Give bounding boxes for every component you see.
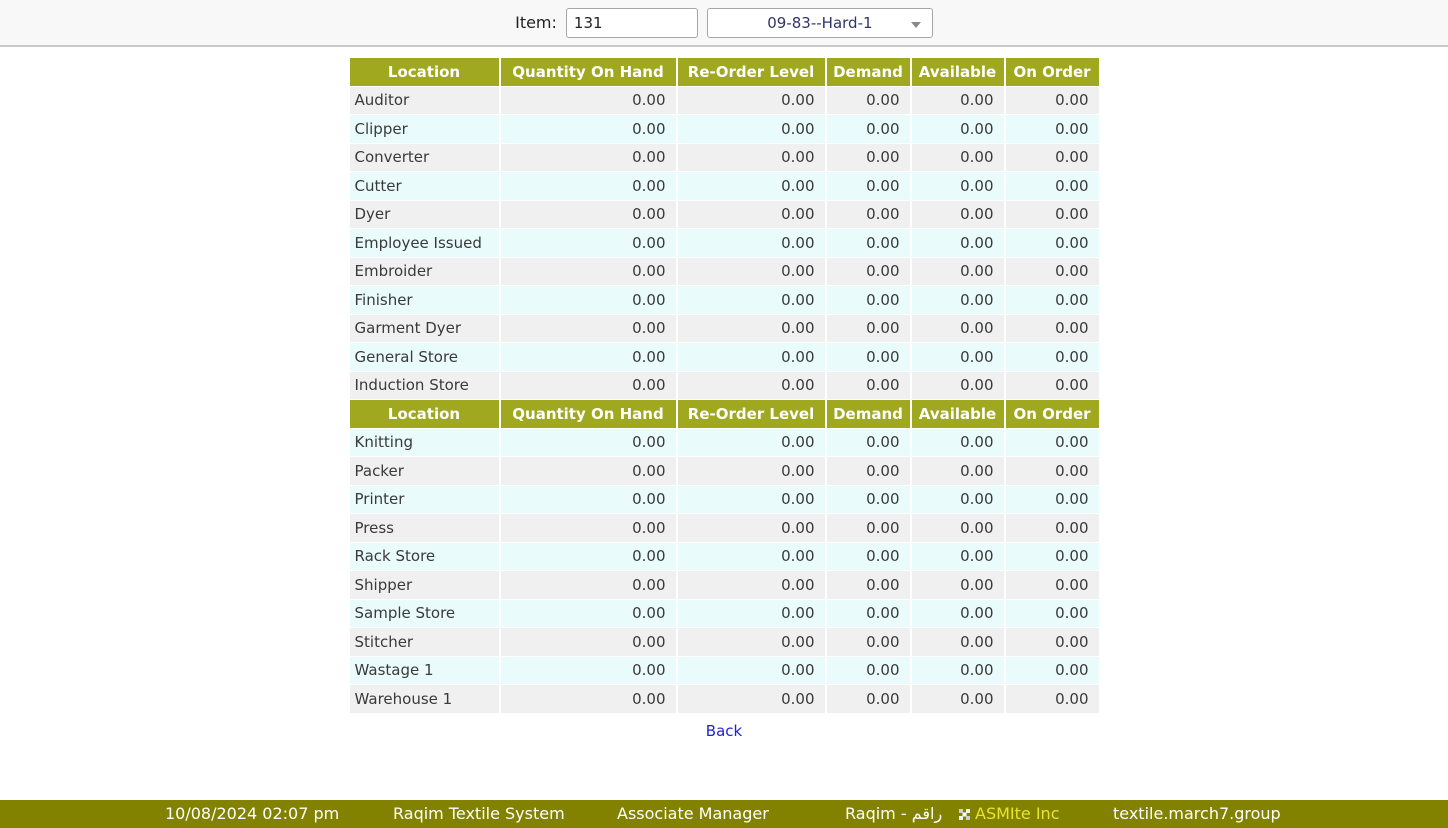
table-row	[350, 600, 1099, 628]
item-input[interactable]	[566, 8, 698, 38]
value-cell: 0.00	[501, 457, 676, 485]
value-cell: 0.00	[678, 429, 825, 457]
column-header-re-order-level: Re-Order Level	[678, 58, 825, 86]
table-row	[350, 543, 1099, 571]
location-cell: Wastage 1	[350, 657, 499, 685]
value-cell: 0.00	[1006, 372, 1099, 400]
table-header-row	[350, 400, 1099, 428]
table-row	[350, 115, 1099, 143]
table-row	[350, 172, 1099, 200]
status-bar	[0, 800, 1448, 828]
table-row	[350, 628, 1099, 656]
value-cell: 0.00	[912, 372, 1004, 400]
value-cell: 0.00	[827, 315, 910, 343]
value-cell: 0.00	[827, 571, 910, 599]
value-cell: 0.00	[912, 457, 1004, 485]
value-cell: 0.00	[827, 543, 910, 571]
column-header-re-order-level: Re-Order Level	[678, 400, 825, 428]
value-cell: 0.00	[678, 201, 825, 229]
table-row	[350, 144, 1099, 172]
location-cell: General Store	[350, 343, 499, 371]
table-row	[350, 286, 1099, 314]
table-row	[350, 514, 1099, 542]
value-cell: 0.00	[827, 258, 910, 286]
value-cell: 0.00	[1006, 286, 1099, 314]
column-header-on-order: On Order	[1006, 400, 1099, 428]
value-cell: 0.00	[912, 201, 1004, 229]
value-cell: 0.00	[827, 372, 910, 400]
item-variant-selected-value: 09-83--Hard-1	[767, 13, 873, 32]
value-cell: 0.00	[912, 115, 1004, 143]
location-cell: Stitcher	[350, 628, 499, 656]
value-cell: 0.00	[1006, 258, 1099, 286]
value-cell: 0.00	[678, 115, 825, 143]
value-cell: 0.00	[912, 628, 1004, 656]
location-cell: Induction Store	[350, 372, 499, 400]
table-row	[350, 657, 1099, 685]
value-cell: 0.00	[678, 229, 825, 257]
value-cell: 0.00	[501, 115, 676, 143]
column-header-demand: Demand	[827, 58, 910, 86]
value-cell: 0.00	[501, 600, 676, 628]
location-cell: Printer	[350, 486, 499, 514]
value-cell: 0.00	[827, 600, 910, 628]
value-cell: 0.00	[912, 343, 1004, 371]
value-cell: 0.00	[1006, 571, 1099, 599]
value-cell: 0.00	[827, 286, 910, 314]
value-cell: 0.00	[678, 628, 825, 656]
table-row	[350, 372, 1099, 400]
table-row	[350, 258, 1099, 286]
vendor-logo-icon	[959, 809, 970, 820]
location-cell: Embroider	[350, 258, 499, 286]
value-cell: 0.00	[912, 315, 1004, 343]
value-cell: 0.00	[501, 543, 676, 571]
location-cell: Knitting	[350, 429, 499, 457]
value-cell: 0.00	[501, 628, 676, 656]
value-cell: 0.00	[501, 87, 676, 115]
column-header-location: Location	[350, 400, 499, 428]
value-cell: 0.00	[912, 600, 1004, 628]
location-cell: Employee Issued	[350, 229, 499, 257]
status-user-role: Associate Manager	[617, 804, 769, 823]
location-cell: Garment Dyer	[350, 315, 499, 343]
column-header-quantity-on-hand: Quantity On Hand	[501, 400, 676, 428]
status-site-domain: textile.march7.group	[1113, 804, 1281, 823]
value-cell: 0.00	[501, 657, 676, 685]
value-cell: 0.00	[912, 286, 1004, 314]
value-cell: 0.00	[501, 144, 676, 172]
value-cell: 0.00	[501, 372, 676, 400]
value-cell: 0.00	[678, 372, 825, 400]
table-row	[350, 571, 1099, 599]
value-cell: 0.00	[678, 571, 825, 599]
value-cell: 0.00	[678, 486, 825, 514]
value-cell: 0.00	[1006, 201, 1099, 229]
table-row	[350, 457, 1099, 485]
value-cell: 0.00	[501, 315, 676, 343]
column-header-quantity-on-hand: Quantity On Hand	[501, 58, 676, 86]
value-cell: 0.00	[501, 258, 676, 286]
item-label: Item:	[515, 13, 557, 32]
value-cell: 0.00	[912, 514, 1004, 542]
value-cell: 0.00	[827, 201, 910, 229]
location-cell: Dyer	[350, 201, 499, 229]
table-row	[350, 343, 1099, 371]
status-system-name: Raqim Textile System	[393, 804, 565, 823]
location-cell: Shipper	[350, 571, 499, 599]
value-cell: 0.00	[678, 514, 825, 542]
vendor-link[interactable]: ASMIte Inc	[975, 804, 1060, 823]
value-cell: 0.00	[1006, 229, 1099, 257]
value-cell: 0.00	[1006, 628, 1099, 656]
value-cell: 0.00	[678, 343, 825, 371]
value-cell: 0.00	[1006, 172, 1099, 200]
value-cell: 0.00	[827, 343, 910, 371]
value-cell: 0.00	[501, 514, 676, 542]
chevron-down-icon	[911, 22, 921, 28]
location-cell: Warehouse 1	[350, 685, 499, 713]
value-cell: 0.00	[678, 457, 825, 485]
value-cell: 0.00	[501, 486, 676, 514]
table-row	[350, 486, 1099, 514]
value-cell: 0.00	[827, 514, 910, 542]
back-link[interactable]: Back	[705, 721, 743, 740]
location-cell: Rack Store	[350, 543, 499, 571]
value-cell: 0.00	[501, 172, 676, 200]
column-header-location: Location	[350, 58, 499, 86]
table-row	[350, 229, 1099, 257]
value-cell: 0.00	[827, 172, 910, 200]
location-cell: Finisher	[350, 286, 499, 314]
value-cell: 0.00	[912, 571, 1004, 599]
value-cell: 0.00	[827, 628, 910, 656]
value-cell: 0.00	[827, 457, 910, 485]
inventory-table	[348, 57, 1101, 714]
value-cell: 0.00	[827, 429, 910, 457]
table-header-row	[350, 58, 1099, 86]
value-cell: 0.00	[501, 229, 676, 257]
value-cell: 0.00	[501, 685, 676, 713]
value-cell: 0.00	[1006, 429, 1099, 457]
value-cell: 0.00	[912, 486, 1004, 514]
location-cell: Converter	[350, 144, 499, 172]
value-cell: 0.00	[1006, 543, 1099, 571]
value-cell: 0.00	[501, 286, 676, 314]
value-cell: 0.00	[912, 258, 1004, 286]
item-variant-select[interactable]	[707, 8, 933, 38]
table-row	[350, 685, 1099, 713]
status-datetime: 10/08/2024 02:07 pm	[165, 804, 340, 823]
value-cell: 0.00	[678, 87, 825, 115]
value-cell: 0.00	[827, 657, 910, 685]
location-cell: Press	[350, 514, 499, 542]
table-row	[350, 87, 1099, 115]
value-cell: 0.00	[501, 571, 676, 599]
value-cell: 0.00	[501, 201, 676, 229]
value-cell: 0.00	[912, 429, 1004, 457]
value-cell: 0.00	[912, 543, 1004, 571]
value-cell: 0.00	[678, 172, 825, 200]
column-header-available: Available	[912, 400, 1004, 428]
value-cell: 0.00	[678, 258, 825, 286]
value-cell: 0.00	[678, 144, 825, 172]
column-header-on-order: On Order	[1006, 58, 1099, 86]
value-cell: 0.00	[1006, 457, 1099, 485]
value-cell: 0.00	[678, 600, 825, 628]
column-header-available: Available	[912, 58, 1004, 86]
value-cell: 0.00	[1006, 600, 1099, 628]
back-link-row	[348, 721, 1101, 740]
value-cell: 0.00	[501, 429, 676, 457]
column-header-demand: Demand	[827, 400, 910, 428]
value-cell: 0.00	[1006, 315, 1099, 343]
value-cell: 0.00	[1006, 343, 1099, 371]
status-company-name: Raqim - راقم	[845, 804, 943, 823]
value-cell: 0.00	[678, 315, 825, 343]
value-cell: 0.00	[678, 657, 825, 685]
table-row	[350, 201, 1099, 229]
location-cell: Packer	[350, 457, 499, 485]
inventory-table-body	[350, 58, 1099, 713]
value-cell: 0.00	[1006, 657, 1099, 685]
value-cell: 0.00	[827, 229, 910, 257]
table-row	[350, 315, 1099, 343]
location-cell: Cutter	[350, 172, 499, 200]
vendor-group	[959, 800, 1059, 828]
value-cell: 0.00	[912, 229, 1004, 257]
location-cell: Auditor	[350, 87, 499, 115]
value-cell: 0.00	[678, 543, 825, 571]
inventory-table-container	[348, 57, 1101, 714]
value-cell: 0.00	[912, 144, 1004, 172]
value-cell: 0.00	[827, 486, 910, 514]
value-cell: 0.00	[827, 87, 910, 115]
value-cell: 0.00	[827, 115, 910, 143]
location-cell: Sample Store	[350, 600, 499, 628]
value-cell: 0.00	[1006, 87, 1099, 115]
value-cell: 0.00	[1006, 514, 1099, 542]
value-cell: 0.00	[501, 343, 676, 371]
table-row	[350, 429, 1099, 457]
location-cell: Clipper	[350, 115, 499, 143]
value-cell: 0.00	[912, 87, 1004, 115]
value-cell: 0.00	[912, 172, 1004, 200]
toolbar	[0, 0, 1448, 47]
value-cell: 0.00	[1006, 115, 1099, 143]
value-cell: 0.00	[1006, 685, 1099, 713]
value-cell: 0.00	[1006, 486, 1099, 514]
value-cell: 0.00	[678, 286, 825, 314]
value-cell: 0.00	[912, 685, 1004, 713]
value-cell: 0.00	[1006, 144, 1099, 172]
value-cell: 0.00	[827, 144, 910, 172]
value-cell: 0.00	[912, 657, 1004, 685]
value-cell: 0.00	[678, 685, 825, 713]
value-cell: 0.00	[827, 685, 910, 713]
